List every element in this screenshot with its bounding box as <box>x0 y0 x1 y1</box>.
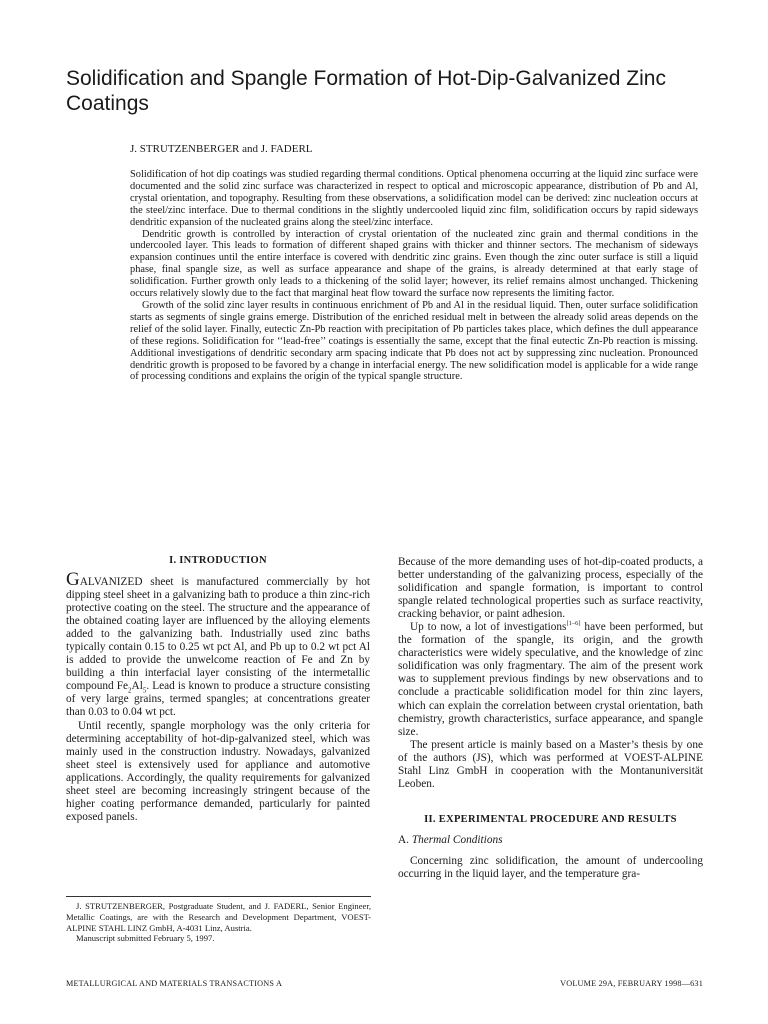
experimental-heading: II. EXPERIMENTAL PROCEDURE AND RESULTS <box>424 813 677 825</box>
intro-paragraph-3: Because of the more demanding uses of hot-dip-coated products, a better understanding of the galvanizing process, especially of the solidification and spangle formation, is important to control spangle related technological properties such as surface reactivity, cracking behavior, or paint adhesion. <box>398 556 703 621</box>
left-column <box>66 554 370 824</box>
drop-cap: G <box>66 569 80 590</box>
intro-paragraph-2: Until recently, spangle morphology was the only criteria for determining acceptability of hot-dip-galvanized steel, which was mainly used in the construction industry. Nowadays, galvanized sheet steel is extensively used for appliance and automotive applications. Accordingly, the quality requirements for galvanized sheet steel are becoming increasingly stringent because of the higher coating performance demanded, particularly for painted exposed panels. <box>66 719 370 823</box>
footer-volume-page: VOLUME 29A, FEBRUARY 1998—631 <box>560 979 703 988</box>
author-footnote <box>66 896 371 944</box>
abstract-paragraph-1: Solidification of hot dip coatings was studied regarding thermal conditions. Optical phenomena occurring at the liquid zinc surface were documented and the solid zinc surface was characterized in respect to optical and microscopic appearance, distribution of Pb and Al, crystal orientation, and topography. Resulting from these observations, a solidification model can be derived: zinc nucleation occurs at the steel/zinc interface. Due to thermal conditions in the slightly undercooled liquid zinc film, solidification occurs by rapid sideways dendritic expansion of the nucleated grains along the steel/zinc interface. <box>130 169 698 228</box>
abstract-paragraph-2: Dendritic growth is controlled by interaction of crystal orientation of the nucleated zinc grain and thermal conditions in the undercooled layer. This leads to formation of different shaped grains with thicker and thinner sectors. The mechanism of sideways expansion continues until the entire interface is covered with dendritic zinc grains. Even though the zinc outer surface is still a liquid phase, final spangle size, as well as surface appearance and shape of the grains, is already determined at that early stage of solidification. Further growth only leads to a thickening of the solid layer; however, its relief remains almost unchanged. Thickening occurs relatively slowly due to the fact that marginal heat flow toward the surface now represents the limiting factor. <box>130 228 698 300</box>
subsection-thermal-conditions: A. Thermal Conditions <box>398 833 503 846</box>
abstract <box>130 169 698 383</box>
thermal-paragraph-1: Concerning zinc solidification, the amount of undercooling occurring in the liquid layer, and the temperature gra- <box>398 854 703 880</box>
paper-authors: J. STRUTZENBERGER and J. FADERL <box>130 143 313 155</box>
citation-ref: [1–6] <box>566 620 581 628</box>
intro-paragraph-5: The present article is mainly based on a Master’s thesis by one of the authors (JS), which was performed at VOEST-ALPINE Stahl Linz GmbH in cooperation with the Montanuniversität Leoben. <box>398 738 703 790</box>
intro-paragraph-1: GALVANIZED sheet is manufactured commercially by hot dipping steel sheet in a galvanizing bath to produce a thin zinc-rich protective coating on the steel. The structure and the appearance of the obtained coating layer are influenced by the alloying elements added to the galvanizing bath. Industrially used zinc baths typically contain 0.15 to 0.25 wt pct Al, and Pb up to 0.2 wt pct Al is added to provide the unwelcome reaction of Fe and Zn by building a thin interfacial layer consisting of the intermetallic compound $Fe_2Al_5$. Lead is known to produce a structure consisting of very large grains, termed spangles; at concentrations greater than 0.03 to 0.04 wt pct. <box>66 569 370 719</box>
intro-paragraph-4: Up to now, a lot of investigations[1–6] have been performed, but the formation of the spangle, its origin, and the growth characteristics were widely speculative, and the knowledge of zinc solidification was only fragmentary. The aim of the present work was to supplement previous findings by new observations and to conclude a practicable solidification model for thin zinc layers, which can explain the correlation between crystal orientation, bath chemistry, growth characteristics, surface appearance, and spangle size. <box>398 620 703 738</box>
footnote-affiliation: J. STRUTZENBERGER, Postgraduate Student, and J. FADERL, Senior Engineer, Metallic Coatings, are with the Research and Development Department, VOEST-ALPINE STAHL LINZ GmbH, A-4031 Linz, Austria. <box>66 901 371 933</box>
footnote-manuscript: Manuscript submitted February 5, 1997. <box>76 933 215 944</box>
introduction-heading: I. INTRODUCTION <box>169 555 267 566</box>
paper-title: Solidification and Spangle Formation of Hot-Dip-Galvanized Zinc Coatings <box>66 67 666 115</box>
right-column <box>398 556 703 881</box>
footer-journal: METALLURGICAL AND MATERIALS TRANSACTIONS A <box>66 979 283 988</box>
abstract-paragraph-3: Growth of the solid zinc layer results in continuous enrichment of Pb and Al in the residual liquid. Then, outer surface solidification starts as segments of single grains emerge. Distribution of the enriched residual melt in between the already solid areas depends on the relief of the solid layer. Finally, eutectic Zn-Pb reaction with precipitation of Pb particles takes place, which defines the dull appearance of these regions. Solidification for ‘‘lead-free’’ coatings is essentially the same, except that the final eutectic Zn-Pb reaction is missing. Additional investigations of dendritic secondary arm spacing indicate that Pb does not act by suppressing zinc nucleation. Pronounced dendritic growth is proposed to be favored by a change in interfacial energy. The new solidification model is applicable for a wide range of processing conditions and explains the origin of the typical spangle structure. <box>130 299 698 383</box>
